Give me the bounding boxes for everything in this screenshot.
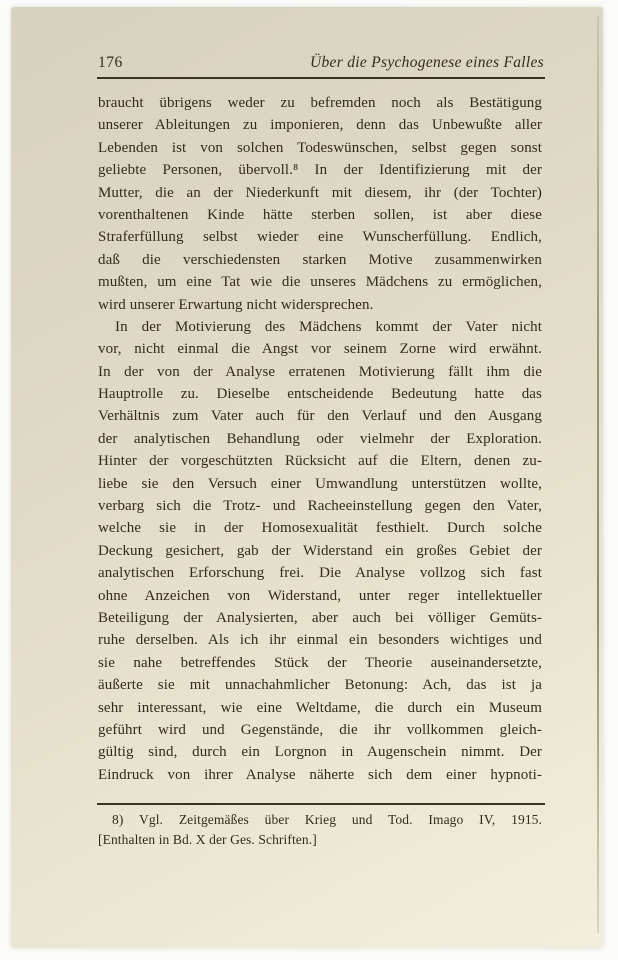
text-line: wird unserer Erwartung nicht widersprechen. xyxy=(98,296,374,313)
book-page xyxy=(11,7,603,948)
text-line: sehr interessant, wie eine Weltdame, die durch ein Museum xyxy=(98,699,542,716)
text-line: liebe sie den Versuch einer Umwandlung unterstützen wollte, xyxy=(98,475,542,492)
text-line: 8) Vgl. Zeitgemäßes über Krieg und Tod. Imago IV, 1915. xyxy=(112,812,542,827)
text-line: In der von der Analyse erratenen Motivierung fällt ihm die xyxy=(98,363,542,380)
text-line: braucht übrigens weder zu befremden noch als Bestätigung xyxy=(98,95,542,111)
footnote-rule xyxy=(97,803,545,805)
page-header xyxy=(98,54,544,76)
text-line: geliebte Personen, übervoll.⁸ In der Identifizierung mit der xyxy=(98,162,542,179)
running-title: Über die Psychogenese eines Falles xyxy=(309,54,544,71)
text-line: In der Motivierung des Mädchens kommt der Vater nicht xyxy=(115,318,542,335)
text-line: welche sie in der Homosexualität festhielt. Durch solche xyxy=(98,520,542,537)
paragraph-1 xyxy=(98,92,542,316)
paragraph-2 xyxy=(98,316,542,786)
text-line: Beteiligung der Analysierten, aber auch bei völliger Gemüts- xyxy=(98,609,542,626)
text-line: äußerte sie mit unnachahmlicher Betonung: Ach, das ist ja xyxy=(98,677,542,694)
footnote xyxy=(98,810,542,849)
text-line: ohne Anzeichen von Widerstand, unter reger intellektueller xyxy=(98,587,542,604)
text-line: vor, nicht einmal die Angst vor seinem Zorne wird erwähnt. xyxy=(98,341,542,358)
text-line: der analytischen Behandlung oder vielmehr der Exploration. xyxy=(98,430,542,447)
text-line: geführt wird und Gegenstände, die ihr vollkommen gleich- xyxy=(98,721,542,738)
text-line: Hinter der vorgeschützten Rücksicht auf die Eltern, denen zu- xyxy=(98,453,542,470)
text-line: Straferfüllung selbst wieder eine Wunscherfüllung. Endlich, xyxy=(98,229,542,246)
text-line: Mutter, die an der Niederkunft mit diesem, ihr (der Tochter) xyxy=(98,184,542,201)
text-line: analytischen Erforschung frei. Die Analyse vollzog sich fast xyxy=(98,565,542,582)
page-number: 176 xyxy=(98,54,123,71)
text-line: sie nahe betreffendes Stück der Theorie auseinandersetzte, xyxy=(98,654,542,671)
page-edge-line xyxy=(597,15,599,933)
text-line: Lebenden ist von solchen Todeswünschen, selbst gegen sonst xyxy=(98,139,542,156)
text-line: Hauptrolle zu. Dieselbe entscheidende Bedeutung hatte das xyxy=(98,386,542,403)
text-line: unserer Ableitungen zu imponieren, denn das Unbewußte aller xyxy=(98,117,542,134)
text-line: gültig sind, durch ein Lorgnon in Augenschein nimmt. Der xyxy=(98,744,542,761)
text-line: vorenthaltenen Kinde hätte sterben sollen, ist aber diese xyxy=(98,206,542,223)
text-line: Verhältnis zum Vater auch für den Verlauf und den Ausgang xyxy=(98,408,542,425)
body-text xyxy=(98,92,542,786)
text-line: mußten, um eine Tat wie die unseres Mädchens zu ermöglichen, xyxy=(98,274,542,291)
text-line: Eindruck von ihrer Analyse näherte sich dem einer hypnoti- xyxy=(98,766,542,783)
text-line: daß die verschiedensten starken Motive zusammenwirken xyxy=(98,251,542,268)
text-line: ruhe derselben. Als ich ihr einmal ein besonders wichtiges und xyxy=(98,632,542,649)
text-line: [Enthalten in Bd. X der Ges. Schriften.] xyxy=(98,831,317,847)
text-line: Deckung gesichert, gab der Widerstand ein großes Gebiet der xyxy=(98,542,542,559)
text-line: verbarg sich die Trotz- und Racheeinstellung gegen den Vater, xyxy=(98,498,542,515)
header-rule xyxy=(97,77,545,79)
